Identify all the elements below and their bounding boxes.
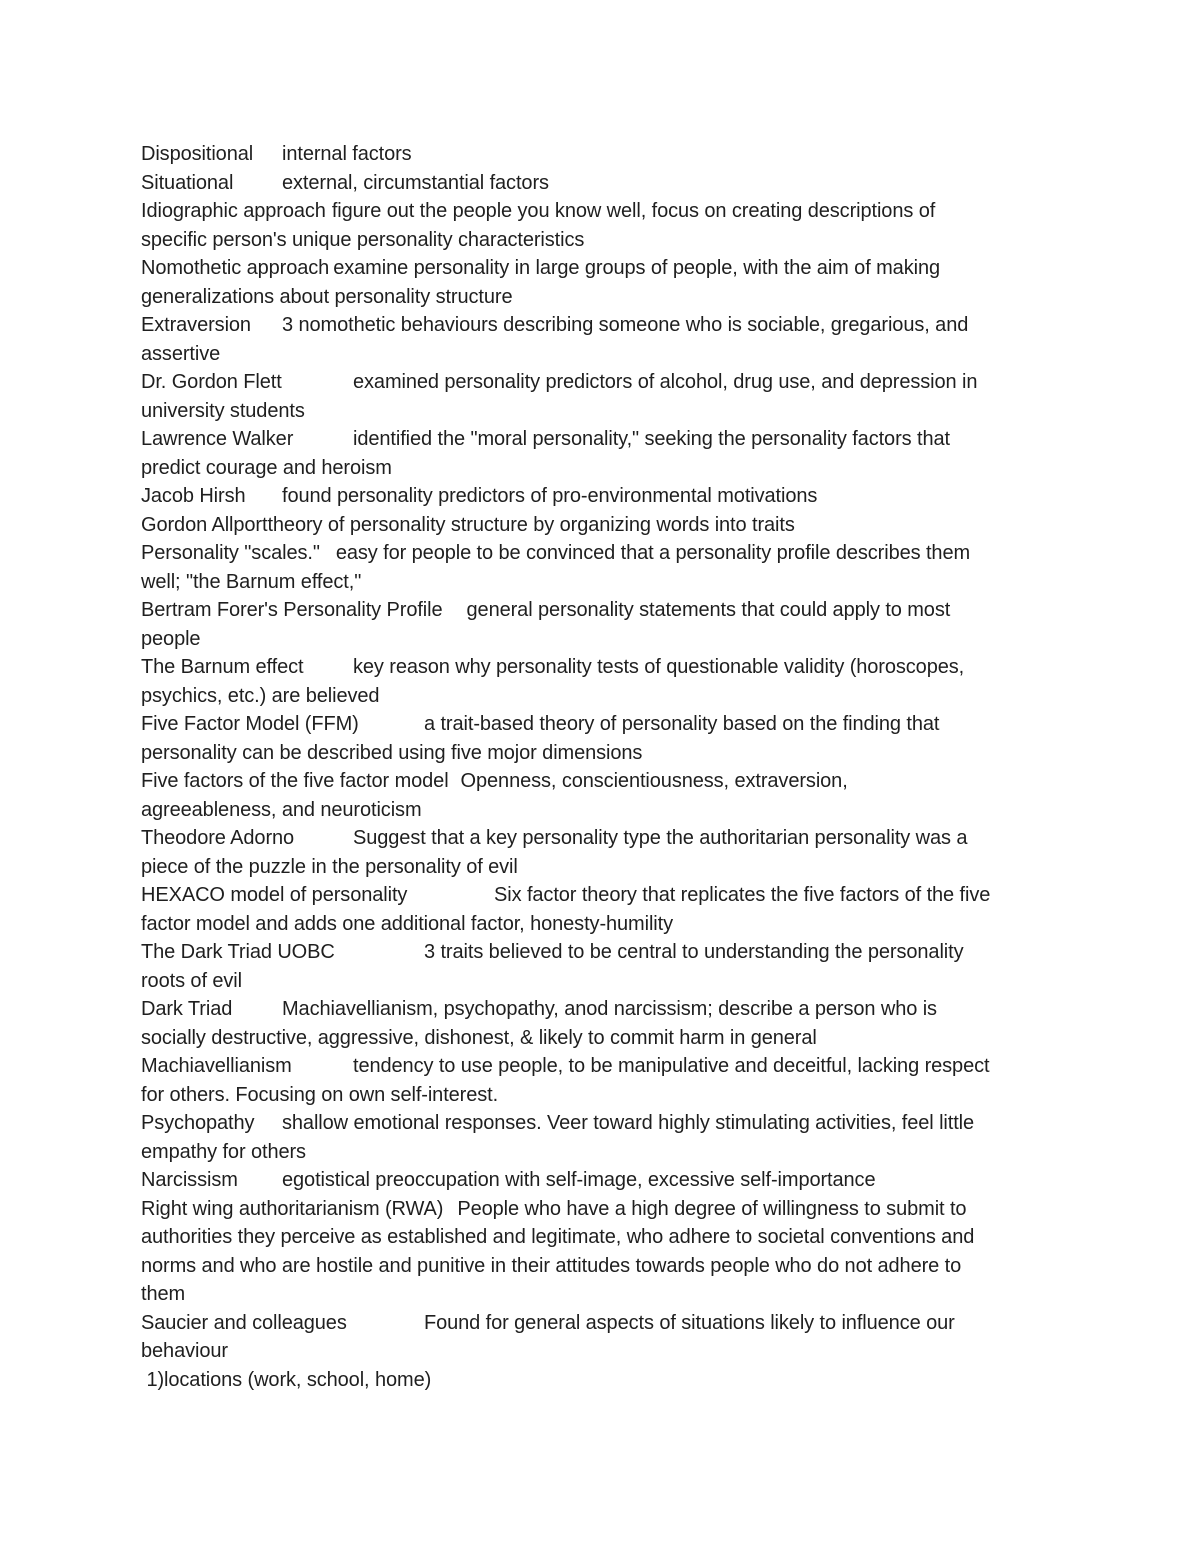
- document-line: [141, 397, 1056, 426]
- line-term: Bertram Forer's Personality Profile: [141, 599, 443, 621]
- line-term: Narcissism: [141, 1169, 238, 1191]
- document-body: [141, 140, 1056, 1394]
- line-definition: theory of personality structure by organizing words into traits: [267, 513, 795, 536]
- document-line: [141, 283, 1056, 312]
- line-term: norms and who are hostile and punitive in their attitudes towards people who do not adhere to: [141, 1254, 962, 1277]
- document-line: [141, 625, 1056, 654]
- document-line: [141, 368, 1056, 397]
- document-line: [141, 596, 1056, 625]
- document-line: [141, 454, 1056, 483]
- document-line: [141, 1252, 1056, 1281]
- line-definition: shallow emotional responses. Veer toward highly stimulating activities, feel little: [282, 1112, 975, 1134]
- document-line: [141, 1195, 1056, 1224]
- document-line: [141, 853, 1056, 882]
- line-definition: easy for people to be convinced that a personality profile describes them: [335, 542, 971, 564]
- line-term: socially destructive, aggressive, dishonest, & likely to commit harm in general: [141, 1026, 817, 1049]
- document-line: [141, 1138, 1056, 1167]
- document-line: [141, 1337, 1056, 1366]
- document-line: [141, 425, 1056, 454]
- line-definition: external, circumstantial factors: [282, 171, 549, 194]
- line-term: The Barnum effect: [141, 656, 304, 678]
- line-term: Five Factor Model (FFM): [141, 713, 359, 735]
- line-definition: key reason why personality tests of questionable validity (horoscopes,: [353, 656, 965, 678]
- line-term: behaviour: [141, 1340, 228, 1362]
- line-term: Machiavellianism: [141, 1055, 292, 1077]
- document-line: [141, 653, 1056, 682]
- line-term: Extraversion: [141, 314, 251, 336]
- document-line: [141, 539, 1056, 568]
- document-line: [141, 1166, 1056, 1195]
- document-line: [141, 1223, 1056, 1252]
- line-term: Idiographic approach: [141, 200, 326, 222]
- line-term: Nomothetic approach: [141, 257, 330, 279]
- line-term: Lawrence Walker: [141, 428, 294, 450]
- line-definition: Suggest that a key personality type the authoritarian personality was a: [353, 827, 968, 849]
- line-term: them: [141, 1283, 186, 1305]
- line-definition: Six factor theory that replicates the five factors of the five: [494, 884, 991, 906]
- document-line: [141, 1366, 1056, 1395]
- document-line: [141, 967, 1056, 996]
- document-line: [141, 1309, 1056, 1338]
- line-term: well; "the Barnum effect,": [141, 570, 362, 593]
- line-term: assertive: [141, 342, 221, 365]
- document-line: [141, 796, 1056, 825]
- line-definition: Machiavellianism, psychopathy, anod narcissism; describe a person who is: [282, 998, 937, 1020]
- document-line: [141, 482, 1056, 511]
- line-definition: 3 nomothetic behaviours describing someone who is sociable, gregarious, and: [282, 314, 969, 336]
- line-definition: 3 traits believed to be central to understanding the personality: [424, 941, 964, 963]
- line-term: The Dark Triad UOBC: [141, 941, 335, 963]
- line-definition: tendency to use people, to be manipulative and deceitful, lacking respect: [353, 1055, 990, 1077]
- line-term: specific person's unique personality characteristics: [141, 228, 585, 251]
- document-line: [141, 311, 1056, 340]
- document-line: [141, 910, 1056, 939]
- line-definition: examined personality predictors of alcohol, drug use, and depression in: [353, 371, 978, 393]
- document-line: [141, 1280, 1056, 1309]
- line-term: 1)locations (work, school, home): [141, 1368, 432, 1391]
- document-line: [141, 682, 1056, 711]
- line-definition: general personality statements that could apply to most: [466, 599, 951, 621]
- line-term: Dispositional: [141, 143, 254, 165]
- line-term: empathy for others: [141, 1140, 306, 1163]
- document-line: [141, 254, 1056, 283]
- line-definition: identified the "moral personality," seeking the personality factors that: [353, 428, 950, 450]
- line-definition: Found for general aspects of situations likely to influence our: [424, 1311, 955, 1334]
- line-definition: internal factors: [282, 143, 412, 165]
- line-term: roots of evil: [141, 969, 242, 992]
- line-definition: found personality predictors of pro-environmental motivations: [282, 485, 818, 507]
- line-term: Personality "scales.": [141, 542, 320, 564]
- document-line: [141, 511, 1056, 540]
- line-term: generalizations about personality structure: [141, 285, 513, 308]
- document-line: [141, 995, 1056, 1024]
- line-term: factor model and adds one additional factor, honesty-humility: [141, 912, 673, 935]
- document-line: [141, 568, 1056, 597]
- document-line: [141, 140, 1056, 169]
- line-term: Dr. Gordon Flett: [141, 371, 282, 393]
- line-term: university students: [141, 399, 305, 422]
- line-term: Right wing authoritarianism (RWA): [141, 1197, 444, 1220]
- line-definition: a trait-based theory of personality based on the finding that: [424, 713, 940, 735]
- line-definition: figure out the people you know well, focus on creating descriptions of: [331, 200, 936, 222]
- line-term: Gordon Allport: [141, 513, 268, 536]
- document-line: [141, 767, 1056, 796]
- document-line: [141, 197, 1056, 226]
- document-line: [141, 340, 1056, 369]
- line-term: predict courage and heroism: [141, 456, 392, 479]
- line-term: Situational: [141, 171, 234, 194]
- document-line: [141, 1109, 1056, 1138]
- document-line: [141, 1052, 1056, 1081]
- document-line: [141, 226, 1056, 255]
- line-term: Five factors of the five factor model: [141, 770, 449, 792]
- line-term: Theodore Adorno: [141, 827, 295, 849]
- line-definition: People who have a high degree of willingness to submit to: [457, 1197, 967, 1220]
- document-line: [141, 169, 1056, 198]
- document-line: [141, 938, 1056, 967]
- line-term: Psychopathy: [141, 1112, 255, 1134]
- line-term: authorities they perceive as established and legitimate, who adhere to societal conventions and: [141, 1226, 975, 1248]
- line-term: personality can be described using five mojor dimensions: [141, 741, 643, 764]
- line-term: HEXACO model of personality: [141, 884, 408, 906]
- line-term: Jacob Hirsh: [141, 485, 246, 507]
- document-line: [141, 1024, 1056, 1053]
- line-term: piece of the puzzle in the personality of evil: [141, 855, 518, 878]
- line-term: for others. Focusing on own self-interest.: [141, 1083, 499, 1106]
- line-term: Dark Triad: [141, 998, 233, 1020]
- document-line: [141, 739, 1056, 768]
- line-term: psychics, etc.) are believed: [141, 684, 380, 707]
- document-line: [141, 881, 1056, 910]
- document-line: [141, 824, 1056, 853]
- line-definition: egotistical preoccupation with self-image, excessive self-importance: [282, 1169, 876, 1191]
- document-line: [141, 710, 1056, 739]
- line-definition: examine personality in large groups of people, with the aim of making: [333, 257, 940, 279]
- line-term: people: [141, 627, 201, 650]
- document-line: [141, 1081, 1056, 1110]
- line-term: Saucier and colleagues: [141, 1311, 347, 1334]
- line-definition: Openness, conscientiousness, extraversion,: [460, 770, 848, 792]
- line-term: agreeableness, and neuroticism: [141, 798, 422, 821]
